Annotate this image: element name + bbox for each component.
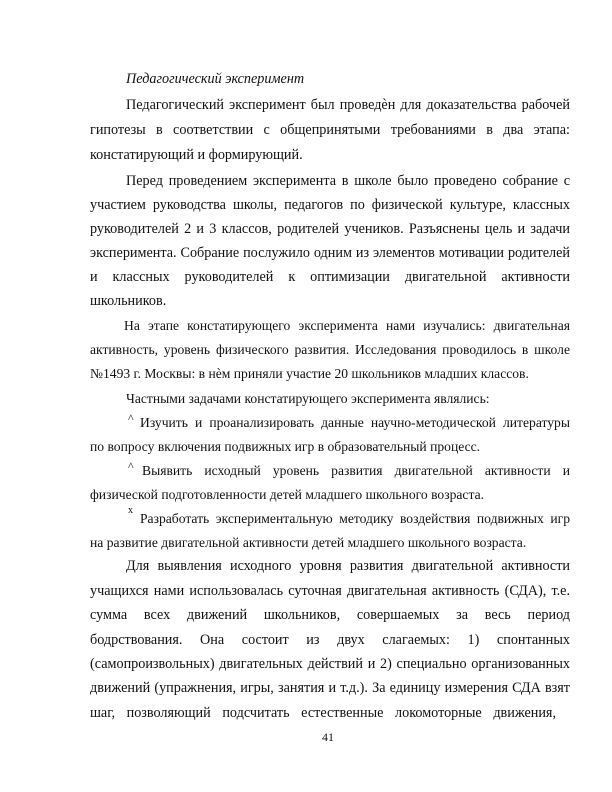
bullet-marker-2: ^ <box>128 459 134 473</box>
bullet-1-line-2: по вопросу включения подвижных игр в образовательный процесс. <box>90 439 481 454</box>
paragraph-5-line-5: (самопроизвольных) двигательных действий и 2) специально организованных <box>90 656 570 672</box>
bullet-2-line-1: Выявить исходный уровень развития двигательной активности и <box>142 463 570 478</box>
section-heading: Педагогический эксперимент <box>126 71 305 87</box>
paragraph-2-line-4: эксперимента. Собрание послужило одним из элементов мотивации родителей <box>90 245 570 261</box>
paragraph-3-line-3: №1493 г. Москвы: в нѐм приняли участие 20 школьников младших классов. <box>90 366 529 381</box>
paragraph-5-line-2: учащихся нами использовалась суточная двигательная активность (СДА), т.е. <box>90 583 570 599</box>
paragraph-3-line-2: активность, уровень физического развития. Исследования проводилось в школе <box>90 342 570 357</box>
paragraph-2-line-5: и классных руководителей к оптимизации двигательной активности <box>90 269 570 285</box>
paragraph-5-line-4: бодрствования. Она состоит из двух слагаемых: 1) спонтанных <box>90 632 570 648</box>
paragraph-4-line-1: Частными задачами констатирующего эксперимента являлись: <box>126 391 490 406</box>
bullet-2-line-2: физической подготовленности детей младшего школьного возраста. <box>90 487 484 502</box>
paragraph-5-line-7: шаг, позволяющий подсчитать естественные локомоторные движения, <box>90 705 556 721</box>
paragraph-5-line-6: движений (упражнения, игры, занятия и т.д.). За единицу измерения СДА взят <box>90 680 570 696</box>
paragraph-2-line-3: руководителей 2 и 3 классов, родителей учеников. Разъяснены цель и задачи <box>90 221 570 237</box>
paragraph-5-line-3: сумма всех движений школьников, совершаемых за весь период <box>90 607 570 623</box>
bullet-marker-1: ^ <box>128 411 134 425</box>
bullet-3-line-1: Разработать экспериментальную методику воздействия подвижных игр <box>140 511 570 526</box>
bullet-1-line-1: Изучить и проанализировать данные научно-методической литературы <box>140 415 570 430</box>
paragraph-3-line-1: На этапе констатирующего эксперимента нами изучались: двигательная <box>124 318 570 333</box>
paragraph-2-line-6: школьников. <box>90 293 167 309</box>
paragraph-1-line-1: Педагогический эксперимент был проведѐн для доказательства рабочей <box>126 97 570 113</box>
paragraph-1-line-2: гипотезы в соответствии с общепринятыми требованиями в два этапа: <box>90 122 570 138</box>
page-number: 41 <box>322 730 334 744</box>
paragraph-1-line-3: констатирующий и формирующий. <box>90 147 303 163</box>
paragraph-2-line-1: Перед проведением эксперимента в школе было проведено собрание с <box>126 173 570 189</box>
bullet-marker-3: x <box>128 505 133 516</box>
bullet-3-line-2: на развитие двигательной активности детей младшего школьного возраста. <box>90 535 527 550</box>
paragraph-5-line-1: Для выявления исходного уровня развития двигательной активности <box>126 558 570 574</box>
paragraph-2-line-2: участием руководства школы, педагогов по физической культуре, классных <box>90 197 570 213</box>
